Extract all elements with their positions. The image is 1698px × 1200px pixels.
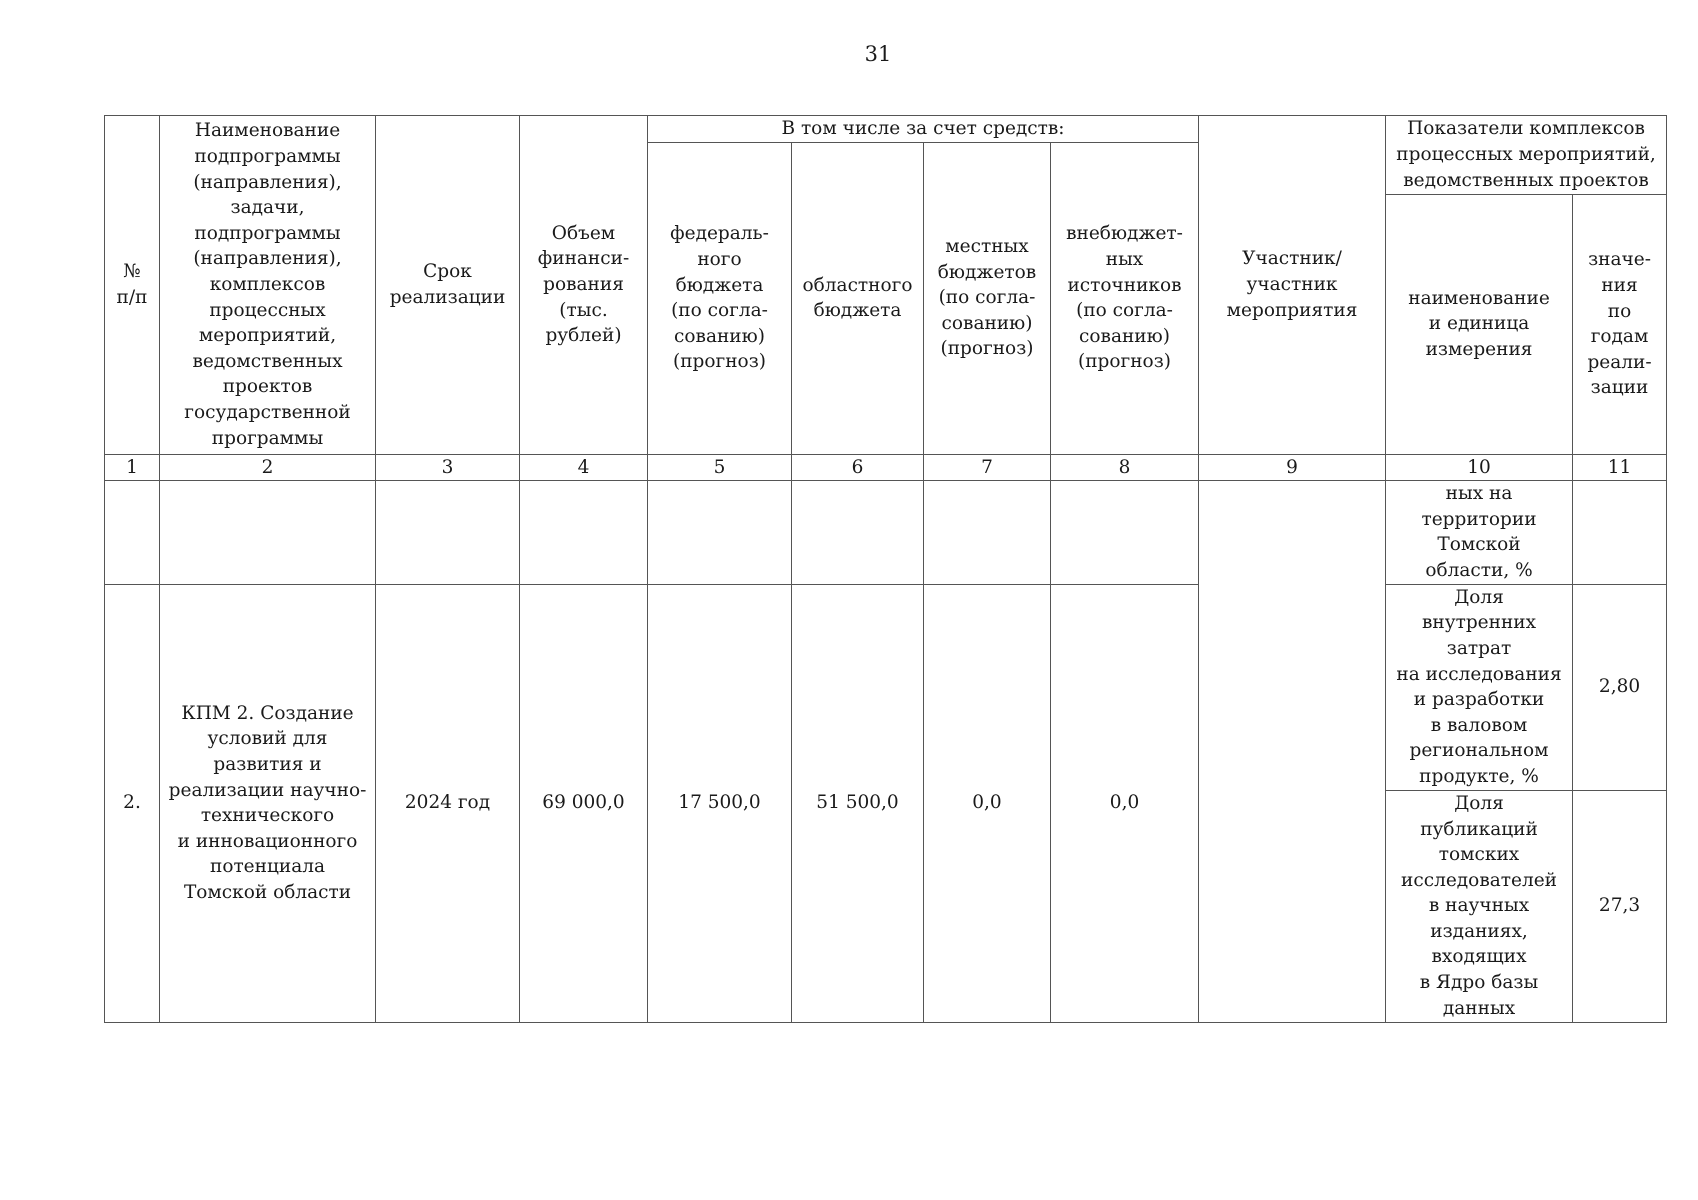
header-participant [1199,116,1386,455]
header-local [924,142,1051,454]
indicator-value-continued [1573,480,1667,584]
empty-cell [160,480,376,584]
header-indicator-value-text: значе- ния по годам реали- зации [1587,249,1652,399]
row-regional: 51 500,0 [792,584,924,1022]
row-federal: 17 500,0 [648,584,792,1022]
empty-cell [520,480,648,584]
indicator-name-text: Доля внутренних затрат на исследования и разработки в валовом региональном продукте, % [1396,586,1562,787]
column-number: 10 [1386,454,1573,480]
header-indicator-value [1573,194,1667,454]
empty-cell [1051,480,1199,584]
header-indicator-name-text: наименование и единица измерения [1408,287,1550,360]
row-name [160,584,376,1022]
header-regional-text: областного бюджета [802,274,913,322]
column-number: 4 [520,454,648,480]
header-term-text: Срок реализации [389,261,506,308]
header-indicator-name [1386,194,1573,454]
column-number: 5 [648,454,792,480]
header-sources-group-text: В том числе за счет средств: [781,118,1065,139]
row-local: 0,0 [924,584,1051,1022]
header-federal-text: федераль- ного бюджета (по согла- сованию) (прогноз) [670,223,769,373]
row-number: 2. [105,584,160,1022]
header-regional [792,142,924,454]
empty-cell [105,480,160,584]
row-term: 2024 год [376,584,520,1022]
header-name [160,116,376,455]
table-row [105,584,1667,790]
program-table [104,115,1667,1023]
header-volume [520,116,648,455]
empty-cell [924,480,1051,584]
indicator-name [1386,584,1573,790]
column-number: 2 [160,454,376,480]
column-number: 1 [105,454,160,480]
column-numbers-row [105,454,1667,480]
indicator-name-continued-text: ных на территории Томской области, % [1421,482,1537,581]
column-number: 3 [376,454,520,480]
empty-cell [792,480,924,584]
header-name-text: Наименование подпрограммы (направления), задачи, подпрограммы (направления), комплексов процессных мероприятий, ведомственных проектов государственной программы [184,120,351,449]
column-number: 9 [1199,454,1386,480]
column-number: 11 [1573,454,1667,480]
row-name-text: КПМ 2. Создание условий для развития и реализации научно- технического и инновационного потенциала Томской области [168,702,367,903]
header-number [105,116,160,455]
row-extra: 0,0 [1051,584,1199,1022]
indicator-value: 2,80 [1573,584,1667,790]
header-extra [1051,142,1199,454]
empty-cell [648,480,792,584]
header-volume-text: Объем финанси- рования (тыс. рублей) [537,222,630,347]
header-federal [648,142,792,454]
header-local-text: местных бюджетов (по согла- сованию) (прогноз) [937,236,1037,360]
column-number: 7 [924,454,1051,480]
indicator-name-text: Доля публикаций томских исследователей в научных изданиях, входящих в Ядро базы данных [1401,792,1557,1019]
column-number: 8 [1051,454,1199,480]
header-term [376,116,520,455]
header-sources-group [648,116,1199,143]
header-participant-text: Участник/ участник мероприятия [1226,248,1358,321]
header-number-text: № п/п [116,261,148,308]
indicator-value: 27,3 [1573,790,1667,1022]
indicator-name [1386,790,1573,1022]
row-volume: 69 000,0 [520,584,648,1022]
page-number: 31 [864,42,892,66]
header-indicators-group-text: Показатели комплексов процессных мероприятий, ведомственных проектов [1396,118,1656,191]
empty-cell [376,480,520,584]
participant-cell [1199,480,1386,1022]
header-indicators-group [1386,116,1667,195]
header-extra-text: внебюджет- ных источников (по согла- сованию) (прогноз) [1066,223,1183,373]
indicator-name-continued [1386,480,1573,584]
column-number: 6 [792,454,924,480]
continuation-row [105,480,1667,584]
